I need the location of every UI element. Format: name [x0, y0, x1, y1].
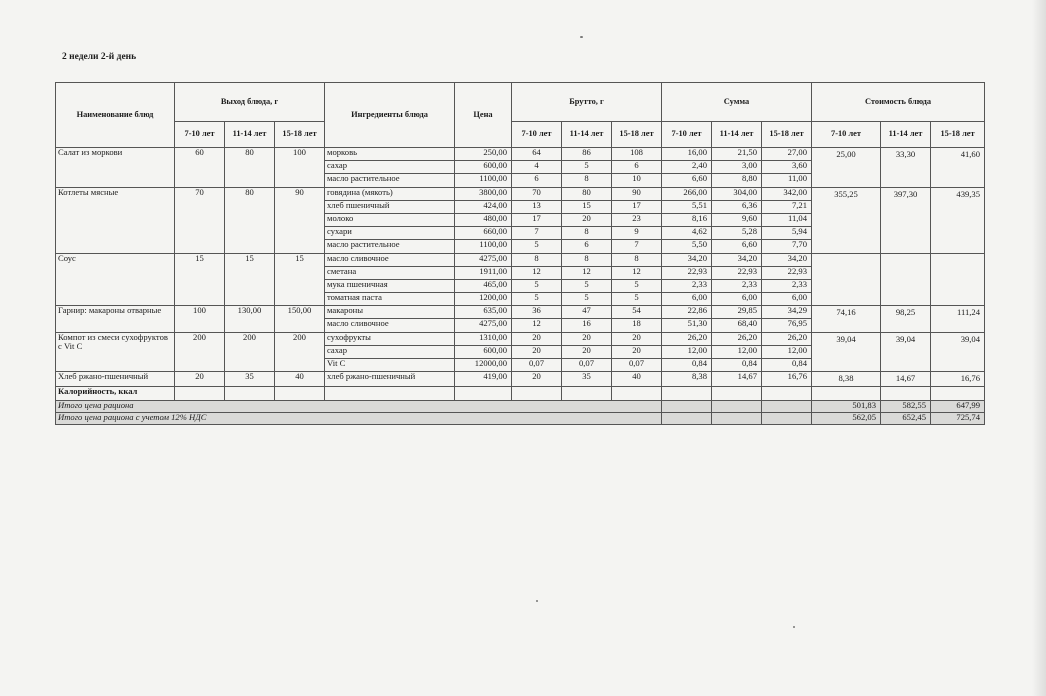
- ingredient-gross: 17: [512, 213, 562, 226]
- ingredient-sum: 6,00: [762, 293, 812, 306]
- ingredient-name: Vit C: [325, 359, 455, 372]
- ingredient-gross: 8: [512, 253, 562, 266]
- ingredient-gross: 5: [562, 279, 612, 292]
- ingredient-gross: 5: [612, 293, 662, 306]
- dish-name: Соус: [56, 253, 175, 306]
- ingredient-gross: 20: [512, 332, 562, 345]
- page-title: 2 недели 2-й день: [62, 52, 137, 62]
- ingredient-sum: 266,00: [662, 187, 712, 200]
- header-age: 7-10 лет: [512, 122, 562, 148]
- ingredient-name: хлеб ржано-пшеничный: [325, 372, 455, 387]
- ingredient-sum: 26,20: [712, 332, 762, 345]
- empty-cell: [225, 387, 275, 400]
- ingredient-price: 480,00: [455, 213, 512, 226]
- ingredient-sum: 14,67: [712, 372, 762, 387]
- dish-output: 200: [225, 332, 275, 372]
- dish-output: 200: [175, 332, 225, 372]
- ingredient-sum: 8,16: [662, 213, 712, 226]
- ingredient-sum: 76,95: [762, 319, 812, 332]
- table-row: [56, 187, 985, 200]
- dish-output: 70: [175, 187, 225, 253]
- empty-cell: [762, 412, 812, 424]
- header-age: 7-10 лет: [175, 122, 225, 148]
- ingredient-name: сметана: [325, 266, 455, 279]
- dish-output: 15: [275, 253, 325, 306]
- ingredient-gross: 6: [562, 240, 612, 253]
- ingredient-gross: 4: [512, 161, 562, 174]
- empty-cell: [325, 387, 455, 400]
- empty-cell: [712, 400, 762, 412]
- ingredient-sum: 5,28: [712, 227, 762, 240]
- dish-name: Гарнир: макароны отварные: [56, 306, 175, 332]
- ingredient-sum: 11,04: [762, 213, 812, 226]
- ingredient-price: 1911,00: [455, 266, 512, 279]
- dish-cost: 16,76: [931, 372, 985, 387]
- total-value: 647,99: [931, 400, 985, 412]
- empty-cell: [812, 387, 881, 400]
- ingredient-name: масло растительное: [325, 240, 455, 253]
- empty-cell: [512, 387, 562, 400]
- total-label: Итого цена рациона: [56, 400, 662, 412]
- header-age: 11-14 лет: [881, 122, 931, 148]
- ingredient-price: 4275,00: [455, 253, 512, 266]
- dish-cost: 8,38: [812, 372, 881, 387]
- ingredient-sum: 68,40: [712, 319, 762, 332]
- ingredient-gross: 12: [562, 266, 612, 279]
- empty-cell: [562, 387, 612, 400]
- empty-cell: [662, 412, 712, 424]
- ingredient-gross: 8: [612, 253, 662, 266]
- dish-name: Салат из моркови: [56, 148, 175, 188]
- header-age: 7-10 лет: [662, 122, 712, 148]
- scan-speck: [793, 626, 795, 628]
- ingredient-gross: 20: [512, 345, 562, 358]
- header-age: 7-10 лет: [812, 122, 881, 148]
- ingredient-gross: 8: [562, 174, 612, 187]
- empty-cell: [662, 387, 712, 400]
- header-gross: Брутто, г: [512, 83, 662, 122]
- ingredient-sum: 5,50: [662, 240, 712, 253]
- ingredient-price: 12000,00: [455, 359, 512, 372]
- dish-cost: 25,00: [812, 148, 881, 188]
- dish-output: 15: [225, 253, 275, 306]
- ingredient-sum: 2,33: [762, 279, 812, 292]
- ingredient-gross: 9: [612, 227, 662, 240]
- ingredient-gross: 86: [562, 148, 612, 161]
- empty-cell: [455, 387, 512, 400]
- dish-output: 90: [275, 187, 325, 253]
- dish-cost: [881, 253, 931, 306]
- dish-output: 40: [275, 372, 325, 387]
- ingredient-sum: 4,62: [662, 227, 712, 240]
- empty-cell: [762, 400, 812, 412]
- total-row: [56, 400, 985, 412]
- header-sum: Сумма: [662, 83, 812, 122]
- dish-output: 130,00: [225, 306, 275, 332]
- ingredient-name: молоко: [325, 213, 455, 226]
- table-row: [56, 148, 985, 161]
- dish-output: 80: [225, 148, 275, 188]
- dish-cost: 98,25: [881, 306, 931, 332]
- ingredient-gross: 10: [612, 174, 662, 187]
- ingredient-gross: 7: [512, 227, 562, 240]
- ingredient-sum: 29,85: [712, 306, 762, 319]
- ingredient-sum: 5,94: [762, 227, 812, 240]
- ingredient-sum: 12,00: [762, 345, 812, 358]
- ingredient-sum: 2,40: [662, 161, 712, 174]
- ingredient-gross: 8: [562, 253, 612, 266]
- dish-output: 100: [275, 148, 325, 188]
- header-age: 11-14 лет: [562, 122, 612, 148]
- ingredient-name: масло сливочное: [325, 253, 455, 266]
- empty-cell: [275, 387, 325, 400]
- scan-shadow: [1032, 0, 1046, 696]
- empty-cell: [762, 387, 812, 400]
- total-value: 562,05: [812, 412, 881, 424]
- ingredient-sum: 8,38: [662, 372, 712, 387]
- ingredient-sum: 0,84: [762, 359, 812, 372]
- ingredient-sum: 6,36: [712, 200, 762, 213]
- header-age: 11-14 лет: [712, 122, 762, 148]
- ingredient-gross: 20: [612, 332, 662, 345]
- ingredient-sum: 5,51: [662, 200, 712, 213]
- dish-cost: [812, 253, 881, 306]
- ingredient-sum: 3,60: [762, 161, 812, 174]
- ingredient-name: сухофрукты: [325, 332, 455, 345]
- menu-table: [55, 82, 985, 425]
- ingredient-price: 1200,00: [455, 293, 512, 306]
- ingredient-gross: 20: [512, 372, 562, 387]
- ingredient-gross: 54: [612, 306, 662, 319]
- ingredient-gross: 8: [562, 227, 612, 240]
- ingredient-sum: 34,29: [762, 306, 812, 319]
- ingredient-sum: 16,00: [662, 148, 712, 161]
- header-age: 15-18 лет: [612, 122, 662, 148]
- ingredient-price: 635,00: [455, 306, 512, 319]
- ingredient-sum: 22,86: [662, 306, 712, 319]
- ingredient-price: 419,00: [455, 372, 512, 387]
- ingredient-sum: 6,60: [662, 174, 712, 187]
- ingredient-gross: 47: [562, 306, 612, 319]
- total-value: 501,83: [812, 400, 881, 412]
- ingredient-sum: 0,84: [662, 359, 712, 372]
- ingredient-sum: 9,60: [712, 213, 762, 226]
- ingredient-price: 4275,00: [455, 319, 512, 332]
- ingredient-sum: 26,20: [662, 332, 712, 345]
- ingredient-gross: 17: [612, 200, 662, 213]
- header-output: Выход блюда, г: [175, 83, 325, 122]
- ingredient-gross: 70: [512, 187, 562, 200]
- ingredient-price: 1100,00: [455, 174, 512, 187]
- ingredient-sum: 2,33: [662, 279, 712, 292]
- dish-name: Компот из смеси сухофруктов с Vit C: [56, 332, 175, 372]
- ingredient-sum: 12,00: [662, 345, 712, 358]
- ingredient-gross: 20: [562, 213, 612, 226]
- total-row: [56, 412, 985, 424]
- total-value: 725,74: [931, 412, 985, 424]
- ingredient-sum: 34,20: [662, 253, 712, 266]
- header-price: Цена: [455, 83, 512, 148]
- ingredient-gross: 35: [562, 372, 612, 387]
- dish-output: 60: [175, 148, 225, 188]
- ingredient-sum: 7,70: [762, 240, 812, 253]
- ingredient-sum: 8,80: [712, 174, 762, 187]
- ingredient-price: 465,00: [455, 279, 512, 292]
- dish-cost: 111,24: [931, 306, 985, 332]
- calories-label: Калорийность, ккал: [56, 387, 175, 400]
- header-cost: Стоимость блюда: [812, 83, 985, 122]
- ingredient-gross: 18: [612, 319, 662, 332]
- empty-cell: [881, 387, 931, 400]
- ingredient-price: 1100,00: [455, 240, 512, 253]
- ingredient-sum: 2,33: [712, 279, 762, 292]
- dish-cost: 41,60: [931, 148, 985, 188]
- ingredient-sum: 16,76: [762, 372, 812, 387]
- ingredient-sum: 34,20: [762, 253, 812, 266]
- empty-cell: [931, 387, 985, 400]
- ingredient-sum: 0,84: [712, 359, 762, 372]
- ingredient-sum: 3,00: [712, 161, 762, 174]
- ingredient-gross: 0,07: [612, 359, 662, 372]
- empty-cell: [662, 400, 712, 412]
- dish-output: 20: [175, 372, 225, 387]
- ingredient-gross: 20: [562, 345, 612, 358]
- ingredient-sum: 21,50: [712, 148, 762, 161]
- ingredient-gross: 5: [512, 293, 562, 306]
- ingredient-price: 3800,00: [455, 187, 512, 200]
- dish-cost: 397,30: [881, 187, 931, 253]
- ingredient-name: масло сливочное: [325, 319, 455, 332]
- dish-name: Котлеты мясные: [56, 187, 175, 253]
- ingredient-gross: 12: [512, 319, 562, 332]
- table-row: [56, 253, 985, 266]
- ingredient-sum: 6,00: [712, 293, 762, 306]
- dish-cost: 39,04: [931, 332, 985, 372]
- ingredient-name: сухари: [325, 227, 455, 240]
- ingredient-gross: 20: [612, 345, 662, 358]
- ingredient-price: 600,00: [455, 345, 512, 358]
- table-row: [56, 332, 985, 345]
- ingredient-gross: 16: [562, 319, 612, 332]
- ingredient-gross: 7: [612, 240, 662, 253]
- ingredient-gross: 90: [612, 187, 662, 200]
- ingredient-gross: 108: [612, 148, 662, 161]
- ingredient-sum: 22,93: [662, 266, 712, 279]
- ingredient-gross: 12: [612, 266, 662, 279]
- dish-cost: 74,16: [812, 306, 881, 332]
- ingredient-sum: 27,00: [762, 148, 812, 161]
- ingredient-gross: 5: [562, 293, 612, 306]
- header-dish: Наименование блюд: [56, 83, 175, 148]
- header-age: 15-18 лет: [762, 122, 812, 148]
- ingredient-gross: 12: [512, 266, 562, 279]
- ingredient-name: томатная паста: [325, 293, 455, 306]
- ingredient-name: масло растительное: [325, 174, 455, 187]
- scan-speck: [580, 36, 583, 38]
- ingredient-gross: 5: [612, 279, 662, 292]
- dish-cost: 39,04: [881, 332, 931, 372]
- dish-output: 15: [175, 253, 225, 306]
- dish-cost: 33,30: [881, 148, 931, 188]
- ingredient-sum: 34,20: [712, 253, 762, 266]
- ingredient-gross: 23: [612, 213, 662, 226]
- header-age: 15-18 лет: [275, 122, 325, 148]
- ingredient-sum: 342,00: [762, 187, 812, 200]
- ingredient-gross: 80: [562, 187, 612, 200]
- scan-speck: [536, 600, 538, 602]
- ingredient-sum: 304,00: [712, 187, 762, 200]
- ingredient-name: макароны: [325, 306, 455, 319]
- total-value: 582,55: [881, 400, 931, 412]
- ingredient-price: 250,00: [455, 148, 512, 161]
- ingredient-gross: 5: [512, 240, 562, 253]
- dish-name: Хлеб ржано-пшеничный: [56, 372, 175, 387]
- empty-cell: [712, 412, 762, 424]
- dish-output: 35: [225, 372, 275, 387]
- dish-cost: [931, 253, 985, 306]
- ingredient-sum: 6,60: [712, 240, 762, 253]
- ingredient-gross: 0,07: [562, 359, 612, 372]
- calories-row: [56, 387, 985, 400]
- ingredient-gross: 20: [562, 332, 612, 345]
- ingredient-gross: 5: [562, 161, 612, 174]
- ingredient-price: 1310,00: [455, 332, 512, 345]
- dish-output: 200: [275, 332, 325, 372]
- ingredient-sum: 22,93: [712, 266, 762, 279]
- ingredient-name: мука пшеничная: [325, 279, 455, 292]
- dish-cost: 39,04: [812, 332, 881, 372]
- ingredient-sum: 51,30: [662, 319, 712, 332]
- ingredient-price: 424,00: [455, 200, 512, 213]
- ingredient-gross: 6: [612, 161, 662, 174]
- ingredient-sum: 12,00: [712, 345, 762, 358]
- ingredient-gross: 40: [612, 372, 662, 387]
- ingredient-name: хлеб пшеничный: [325, 200, 455, 213]
- dish-output: 150,00: [275, 306, 325, 332]
- ingredient-price: 660,00: [455, 227, 512, 240]
- ingredient-price: 600,00: [455, 161, 512, 174]
- ingredient-gross: 6: [512, 174, 562, 187]
- menu-body: [56, 148, 985, 425]
- ingredient-name: сахар: [325, 345, 455, 358]
- table-row: [56, 306, 985, 319]
- dish-cost: 355,25: [812, 187, 881, 253]
- ingredient-name: морковь: [325, 148, 455, 161]
- header-ingredients: Ингредиенты блюда: [325, 83, 455, 148]
- dish-output: 100: [175, 306, 225, 332]
- ingredient-sum: 7,21: [762, 200, 812, 213]
- ingredient-gross: 5: [512, 279, 562, 292]
- total-label: Итого цена рациона с учетом 12% НДС: [56, 412, 662, 424]
- ingredient-gross: 15: [562, 200, 612, 213]
- empty-cell: [612, 387, 662, 400]
- dish-output: 80: [225, 187, 275, 253]
- header-age: 15-18 лет: [931, 122, 985, 148]
- ingredient-sum: 6,00: [662, 293, 712, 306]
- ingredient-sum: 26,20: [762, 332, 812, 345]
- ingredient-gross: 36: [512, 306, 562, 319]
- dish-cost: 439,35: [931, 187, 985, 253]
- header-age: 11-14 лет: [225, 122, 275, 148]
- table-row: [56, 372, 985, 387]
- ingredient-name: сахар: [325, 161, 455, 174]
- ingredient-gross: 64: [512, 148, 562, 161]
- ingredient-gross: 0,07: [512, 359, 562, 372]
- total-value: 652,45: [881, 412, 931, 424]
- dish-cost: 14,67: [881, 372, 931, 387]
- empty-cell: [712, 387, 762, 400]
- ingredient-gross: 13: [512, 200, 562, 213]
- ingredient-sum: 11,00: [762, 174, 812, 187]
- ingredient-name: говядина (мякоть): [325, 187, 455, 200]
- ingredient-sum: 22,93: [762, 266, 812, 279]
- empty-cell: [175, 387, 225, 400]
